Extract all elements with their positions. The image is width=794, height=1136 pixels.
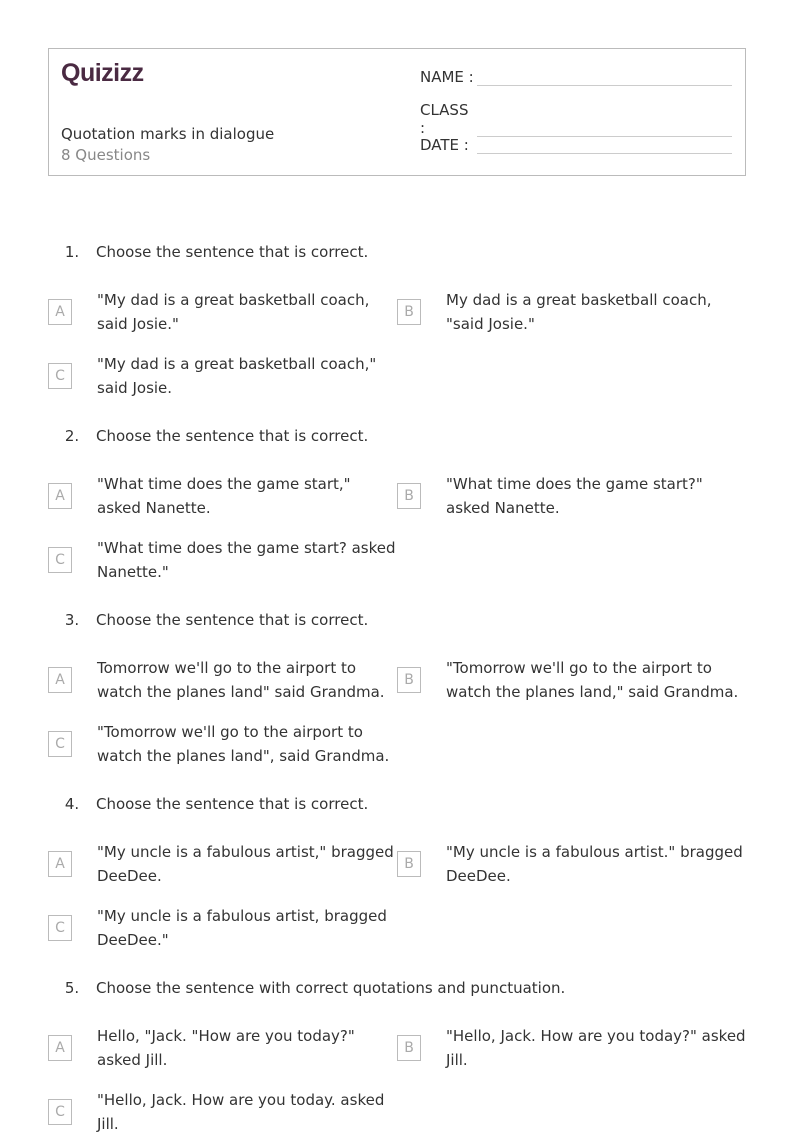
option-c[interactable]	[48, 720, 397, 768]
option-a[interactable]	[48, 288, 397, 336]
option-text: "Tomorrow we'll go to the airport to watch the planes land", said Grandma.	[97, 723, 390, 765]
option-letter-box[interactable]: C	[48, 547, 72, 573]
question-text: Choose the sentence that is correct.	[96, 427, 369, 445]
question-text: Choose the sentence that is correct.	[96, 795, 369, 813]
option-letter-box[interactable]: C	[48, 1099, 72, 1125]
option-text: "My uncle is a fabulous artist, bragged DeeDee."	[97, 907, 387, 949]
question-number: 3.	[64, 611, 80, 629]
option-text: "Tomorrow we'll go to the airport to watch the planes land," said Grandma.	[446, 659, 739, 701]
question-text: Choose the sentence with correct quotations and punctuation.	[96, 979, 566, 997]
question-text: Choose the sentence that is correct.	[96, 611, 369, 629]
option-letter-box[interactable]: C	[48, 731, 72, 757]
option-c[interactable]	[48, 1088, 397, 1136]
date-field[interactable]	[420, 135, 732, 154]
option-letter-box[interactable]: B	[397, 1035, 421, 1061]
option-b[interactable]	[397, 288, 746, 336]
question	[48, 976, 748, 1136]
question-text: Choose the sentence that is correct.	[96, 243, 369, 261]
question-number: 2.	[64, 427, 80, 445]
option-letter-box[interactable]: A	[48, 851, 72, 877]
worksheet-header	[48, 48, 746, 176]
class-label: CLASS :	[420, 101, 469, 137]
option-text: "My dad is a great basketball coach," said Josie.	[97, 355, 377, 397]
option-text: Tomorrow we'll go to the airport to watch the planes land" said Grandma.	[97, 659, 385, 701]
option-text: "What time does the game start?" asked Nanette.	[446, 475, 703, 517]
question	[48, 792, 748, 952]
option-c[interactable]	[48, 536, 397, 584]
option-b[interactable]	[397, 1024, 746, 1072]
option-letter-box[interactable]: A	[48, 667, 72, 693]
option-text: "My uncle is a fabulous artist," bragged DeeDee.	[97, 843, 394, 885]
option-letter-box[interactable]: A	[48, 483, 72, 509]
option-b[interactable]	[397, 472, 746, 520]
name-label: NAME :	[420, 68, 474, 86]
option-a[interactable]	[48, 1024, 397, 1072]
name-field[interactable]	[420, 67, 732, 86]
question-number: 5.	[64, 979, 80, 997]
option-letter-box[interactable]: B	[397, 299, 421, 325]
option-text: Hello, "Jack. "How are you today?" asked Jill.	[97, 1027, 355, 1069]
option-text: "What time does the game start," asked Nanette.	[97, 475, 351, 517]
worksheet-title: Quotation marks in dialogue	[61, 125, 275, 143]
question-number: 4.	[64, 795, 80, 813]
class-field[interactable]	[420, 101, 732, 137]
option-a[interactable]	[48, 656, 397, 704]
option-letter-box[interactable]: C	[48, 363, 72, 389]
option-text: "Hello, Jack. How are you today?" asked Jill.	[446, 1027, 746, 1069]
option-letter-box[interactable]: A	[48, 299, 72, 325]
option-letter-box[interactable]: A	[48, 1035, 72, 1061]
option-letter-box[interactable]: B	[397, 483, 421, 509]
option-c[interactable]	[48, 352, 397, 400]
date-label: DATE :	[420, 136, 469, 154]
question-count: 8 Questions	[61, 146, 151, 164]
option-text: "My uncle is a fabulous artist." bragged DeeDee.	[446, 843, 743, 885]
question	[48, 608, 748, 768]
option-text: "What time does the game start? asked Nanette."	[97, 539, 396, 581]
name-line[interactable]	[477, 67, 732, 86]
option-c[interactable]	[48, 904, 397, 952]
option-letter-box[interactable]: C	[48, 915, 72, 941]
option-b[interactable]	[397, 840, 746, 888]
question-number: 1.	[64, 243, 80, 261]
option-letter-box[interactable]: B	[397, 851, 421, 877]
quizizz-logo: Quizizz	[61, 59, 144, 87]
option-b[interactable]	[397, 656, 746, 704]
option-text: My dad is a great basketball coach, "said Josie."	[446, 291, 712, 333]
question	[48, 424, 748, 584]
option-letter-box[interactable]: B	[397, 667, 421, 693]
option-text: "My dad is a great basketball coach, said Josie."	[97, 291, 370, 333]
question	[48, 240, 748, 400]
date-line[interactable]	[477, 135, 732, 154]
option-a[interactable]	[48, 840, 397, 888]
option-text: "Hello, Jack. How are you today. asked Jill.	[97, 1091, 385, 1133]
option-a[interactable]	[48, 472, 397, 520]
